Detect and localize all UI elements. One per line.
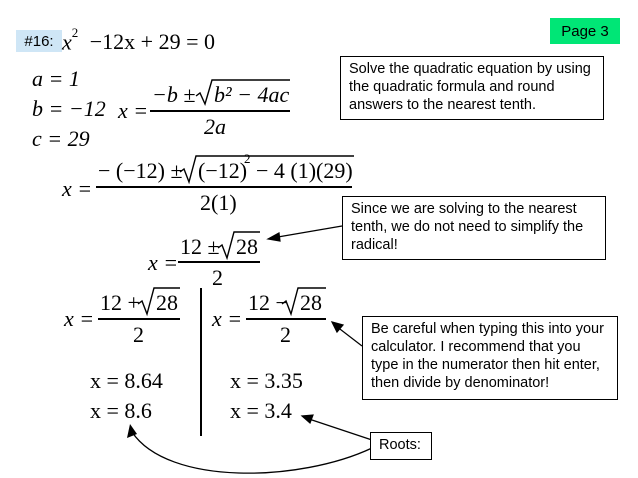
split-right-num: 12 −	[248, 290, 288, 315]
split-left-radical-sign	[138, 288, 180, 314]
arrow-roots-left-curve	[132, 432, 372, 473]
arrow-roots-right-line	[306, 418, 372, 440]
arrow-roots-right-head	[302, 415, 313, 423]
answer-left-round: x = 8.6	[90, 398, 152, 423]
coef-b: b = −12	[32, 96, 106, 121]
arrow-radical-head	[268, 233, 280, 241]
formula-denominator: 2a	[204, 114, 226, 139]
page-badge: Page 3	[550, 18, 620, 44]
radical-note: Since we are solving to the nearest tenth, we do not need to simplify the radical!	[342, 196, 606, 260]
answer-right-round: x = 3.4	[230, 398, 292, 423]
split-right-den: 2	[280, 322, 291, 347]
split-right-radical-sign	[282, 288, 326, 314]
subst-lhs: x =	[62, 176, 93, 201]
split-left-lhs: x =	[64, 306, 95, 331]
split-right-radicand: 28	[300, 290, 322, 315]
subst-radical-sign	[180, 156, 354, 182]
subst-square: 2	[244, 151, 251, 166]
simplified-lhs: x =	[148, 250, 179, 275]
split-left-radicand: 28	[156, 290, 178, 315]
arrow-radical-line	[272, 226, 342, 238]
formula-radicand: b² − 4ac	[214, 82, 290, 107]
subst-radicand-a: (−12)	[198, 158, 248, 183]
split-left-num: 12 +	[100, 290, 140, 315]
subst-denominator: 2(1)	[200, 190, 237, 215]
instructions-note: Solve the quadratic equation by using the quadratic formula and round answers to the nearest tenth.	[340, 56, 604, 120]
coef-a: a = 1	[32, 66, 80, 91]
problem-label: #16:	[16, 30, 62, 52]
roots-note: Roots:	[370, 432, 432, 460]
answer-left-exact: x = 8.64	[90, 368, 163, 393]
eq-square: 2	[71, 25, 79, 40]
simplified-radicand: 28	[236, 234, 258, 259]
simplified-radical-sign	[218, 232, 260, 258]
answer-right-exact: x = 3.35	[230, 368, 303, 393]
eq-x: x	[62, 29, 72, 55]
formula-lhs: x =	[118, 98, 149, 123]
split-right-lhs: x =	[212, 306, 243, 331]
subst-num-left: − (−12) ±	[98, 158, 183, 183]
formula-radical-sign	[196, 80, 290, 107]
calculator-note: Be careful when typing this into your calculator. I recommend that you type in the numerator then hit enter, then divide by denominator!	[362, 316, 618, 400]
subst-radicand-b: − 4 (1)(29)	[256, 158, 353, 183]
simplified-num-left: 12 ±	[180, 234, 220, 259]
eq-rest: −12x + 29 = 0	[89, 29, 215, 55]
simplified-denominator: 2	[212, 265, 223, 290]
formula-num-left: −b ±	[152, 82, 196, 107]
split-left-den: 2	[133, 322, 144, 347]
coef-c: c = 29	[32, 126, 90, 151]
